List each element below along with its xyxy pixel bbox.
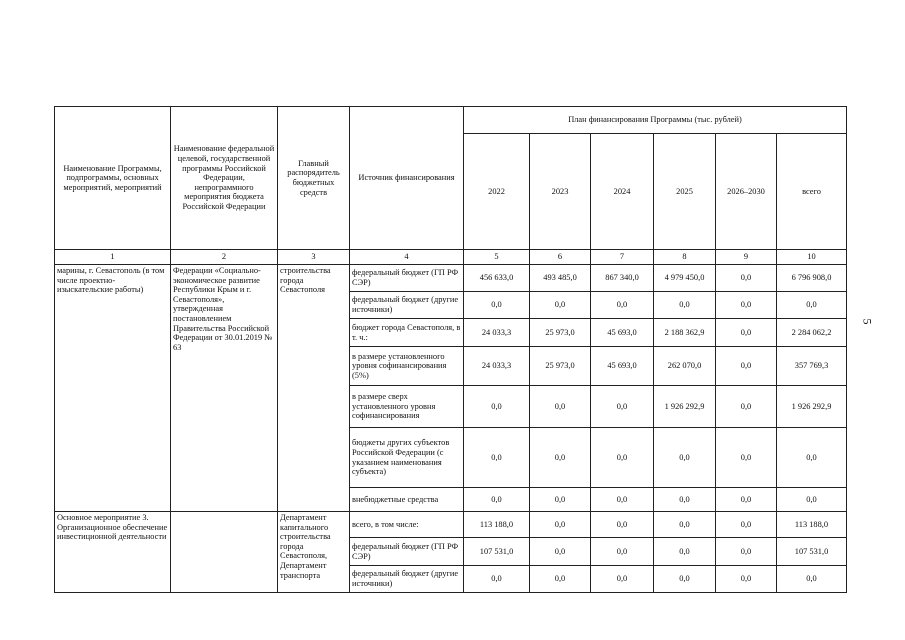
amount-cell: 0,0: [591, 512, 654, 538]
amount-cell: 0,0: [591, 488, 654, 512]
activity-name-cell: Основное мероприятие 3. Организационное обеспечение инвестиционной деятельности: [55, 512, 171, 593]
amount-cell: 0,0: [716, 566, 777, 593]
amount-cell: 867 340,0: [591, 265, 654, 292]
amount-cell: 0,0: [654, 428, 716, 488]
amount-cell: 4 979 450,0: [654, 265, 716, 292]
header-year: 2025: [654, 134, 716, 250]
amount-cell: 0,0: [464, 386, 530, 428]
header-year: 2026–2030: [716, 134, 777, 250]
column-index: 8: [654, 250, 716, 265]
amount-cell: 45 693,0: [591, 319, 654, 347]
amount-cell: 0,0: [654, 512, 716, 538]
financing-table: [54, 106, 847, 593]
amount-cell: 0,0: [716, 428, 777, 488]
funding-source-cell: федеральный бюджет (другие источники): [350, 292, 464, 319]
amount-cell: 24 033,3: [464, 319, 530, 347]
amount-cell: 456 633,0: [464, 265, 530, 292]
amount-cell: 0,0: [530, 292, 591, 319]
amount-cell: 0,0: [777, 488, 847, 512]
column-index: 3: [278, 250, 350, 265]
amount-cell: 2 284 062,2: [777, 319, 847, 347]
column-index: 2: [171, 250, 278, 265]
column-index: 6: [530, 250, 591, 265]
amount-cell: 107 531,0: [777, 538, 847, 566]
amount-cell: 0,0: [716, 538, 777, 566]
amount-cell: 113 188,0: [464, 512, 530, 538]
funding-source-cell: федеральный бюджет (другие источники): [350, 566, 464, 593]
amount-cell: 262 070,0: [654, 347, 716, 386]
amount-cell: 45 693,0: [591, 347, 654, 386]
amount-cell: 25 973,0: [530, 319, 591, 347]
amount-cell: 1 926 292,9: [777, 386, 847, 428]
amount-cell: 0,0: [591, 386, 654, 428]
amount-cell: 0,0: [716, 512, 777, 538]
amount-cell: 357 769,3: [777, 347, 847, 386]
funding-source-cell: федеральный бюджет (ГП РФ СЭР): [350, 265, 464, 292]
column-index: 4: [350, 250, 464, 265]
amount-cell: 0,0: [530, 428, 591, 488]
amount-cell: 113 188,0: [777, 512, 847, 538]
amount-cell: 0,0: [777, 428, 847, 488]
amount-cell: 6 796 908,0: [777, 265, 847, 292]
amount-cell: 0,0: [464, 566, 530, 593]
amount-cell: 0,0: [530, 566, 591, 593]
funding-source-cell: федеральный бюджет (ГП РФ СЭР): [350, 538, 464, 566]
header-program-name: Наименование Программы, подпрограммы, основных мероприятий, мероприятий: [55, 107, 171, 250]
amount-cell: 0,0: [777, 292, 847, 319]
activity-name-cell: марины, г. Севастополь (в том числе проектно-изыскательские работы): [55, 265, 171, 512]
program-name-cell: Федерации «Социально-экономическое развитие Республики Крым и г. Севастополя», утвержденная постановлением Правительства Российской Федерации от 30.01.2019 № 63: [171, 265, 278, 512]
budget-manager-cell: Департамент капитального строительства города Севастополя, Департамент транспорта: [278, 512, 350, 593]
header-year: 2023: [530, 134, 591, 250]
amount-cell: 0,0: [654, 488, 716, 512]
amount-cell: 0,0: [464, 292, 530, 319]
page-number: 5: [860, 318, 875, 325]
amount-cell: 0,0: [777, 566, 847, 593]
amount-cell: 0,0: [716, 386, 777, 428]
header-total: всего: [777, 134, 847, 250]
amount-cell: 0,0: [530, 488, 591, 512]
table-row: [55, 512, 847, 538]
amount-cell: 25 973,0: [530, 347, 591, 386]
amount-cell: 0,0: [591, 566, 654, 593]
column-index: 10: [777, 250, 847, 265]
header-budget-manager: Главный распорядитель бюджетных средств: [278, 107, 350, 250]
amount-cell: 0,0: [464, 488, 530, 512]
budget-manager-cell: строительства города Севастополя: [278, 265, 350, 512]
amount-cell: 107 531,0: [464, 538, 530, 566]
amount-cell: 0,0: [530, 538, 591, 566]
amount-cell: 0,0: [464, 428, 530, 488]
amount-cell: 0,0: [530, 386, 591, 428]
amount-cell: 24 033,3: [464, 347, 530, 386]
amount-cell: 0,0: [591, 538, 654, 566]
column-index: 1: [55, 250, 171, 265]
header-federal-program: Наименование федеральной целевой, государственной программы Российской Федерации, непрограммного мероприятия бюджета Российской Федерации: [171, 107, 278, 250]
table-row: [55, 265, 847, 292]
amount-cell: 0,0: [530, 512, 591, 538]
funding-source-cell: бюджет города Севастополя, в т. ч.:: [350, 319, 464, 347]
amount-cell: 0,0: [591, 428, 654, 488]
header-financing-plan: План финансирования Программы (тыс. рублей): [464, 107, 847, 134]
funding-source-cell: всего, в том числе:: [350, 512, 464, 538]
amount-cell: 0,0: [716, 347, 777, 386]
header-year: 2022: [464, 134, 530, 250]
funding-source-cell: внебюджетные средства: [350, 488, 464, 512]
amount-cell: 2 188 362,9: [654, 319, 716, 347]
amount-cell: 0,0: [716, 292, 777, 319]
header-funding-source: Источник финансирования: [350, 107, 464, 250]
amount-cell: 0,0: [716, 319, 777, 347]
program-name-cell: [171, 512, 278, 593]
header-year: 2024: [591, 134, 654, 250]
column-index: 5: [464, 250, 530, 265]
amount-cell: 0,0: [716, 488, 777, 512]
amount-cell: 1 926 292,9: [654, 386, 716, 428]
amount-cell: 0,0: [654, 538, 716, 566]
funding-source-cell: в размере сверх установленного уровня софинансирования: [350, 386, 464, 428]
amount-cell: 0,0: [716, 265, 777, 292]
funding-source-cell: бюджеты других субъектов Российской Федерации (с указанием наименования субъекта): [350, 428, 464, 488]
funding-source-cell: в размере установленного уровня софинансирования (5%): [350, 347, 464, 386]
amount-cell: 493 485,0: [530, 265, 591, 292]
amount-cell: 0,0: [654, 566, 716, 593]
column-index-row: [55, 250, 847, 265]
column-index: 9: [716, 250, 777, 265]
column-index: 7: [591, 250, 654, 265]
amount-cell: 0,0: [654, 292, 716, 319]
amount-cell: 0,0: [591, 292, 654, 319]
